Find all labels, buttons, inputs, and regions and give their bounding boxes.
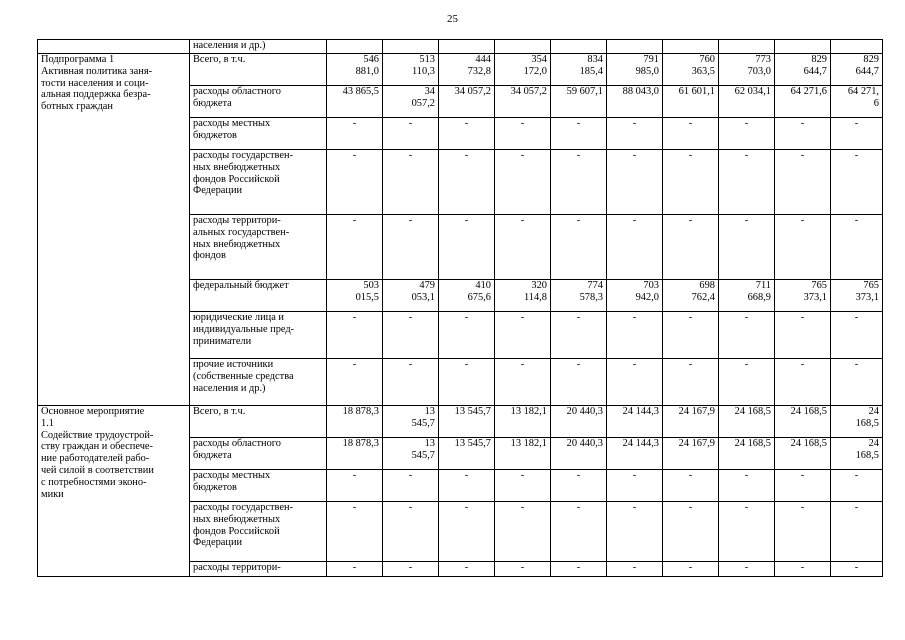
value-cell: -	[775, 150, 831, 215]
value-text: 172,0	[523, 65, 547, 77]
value-cell	[327, 438, 383, 470]
value-cell: -	[327, 502, 383, 562]
value-cell	[607, 86, 663, 118]
value-cell	[551, 280, 607, 312]
value-cell	[495, 86, 551, 118]
value-cell: -	[719, 359, 775, 406]
value-text: 774	[587, 280, 603, 291]
value-text: 762,4	[691, 291, 715, 303]
value-text: 62 034,1	[734, 86, 771, 97]
text-line: приниматели	[193, 335, 252, 347]
value-cell	[607, 438, 663, 470]
value-text: 644,7	[803, 65, 827, 77]
value-text: 24	[868, 406, 879, 417]
value-cell: -	[607, 118, 663, 150]
value-text: 34 057,2	[454, 86, 491, 97]
value-cell: -	[775, 562, 831, 577]
value-cell	[607, 406, 663, 438]
value-cell	[663, 280, 719, 312]
value-cell: -	[327, 312, 383, 359]
value-cell: -	[607, 470, 663, 502]
text-line: фондов	[193, 250, 226, 262]
funding-source-cell	[190, 312, 327, 359]
value-cell: -	[663, 502, 719, 562]
text-line: населения и др.)	[193, 382, 266, 394]
value-cell	[383, 406, 439, 438]
value-text: 698	[699, 280, 715, 291]
value-text: 513	[419, 54, 435, 65]
value-cell: -	[495, 215, 551, 280]
value-text: 765	[811, 280, 827, 291]
value-cell: -	[327, 470, 383, 502]
funding-source-cell	[190, 54, 327, 86]
value-cell: -	[383, 215, 439, 280]
funding-source-cell	[190, 150, 327, 215]
text-line: с потребностями эконо-	[41, 476, 147, 488]
value-cell: -	[439, 562, 495, 577]
value-text: 773	[755, 54, 771, 65]
text-line: Основное мероприятие	[41, 406, 145, 417]
value-text: 110,3	[412, 65, 435, 77]
value-cell: -	[327, 215, 383, 280]
funding-source-cell	[190, 40, 327, 54]
funding-source-cell	[190, 118, 327, 150]
value-cell	[831, 40, 883, 54]
value-cell	[495, 54, 551, 86]
text-line: Подпрограмма 1	[41, 54, 115, 65]
value-text: 24 168,5	[790, 406, 827, 417]
value-cell	[775, 40, 831, 54]
value-text: 732,8	[467, 65, 491, 77]
value-cell	[775, 86, 831, 118]
value-cell	[663, 40, 719, 54]
text-line: Активная политика заня-	[41, 65, 153, 77]
value-text: 13 182,1	[510, 438, 547, 449]
value-text: 24	[868, 438, 879, 449]
value-cell	[607, 54, 663, 86]
text-line: индивидуальные пред-	[193, 323, 295, 335]
value-text: 13	[424, 438, 435, 449]
value-text: 985,0	[635, 65, 659, 77]
value-cell	[719, 406, 775, 438]
budget-table	[37, 39, 883, 577]
text-line: бюджетов	[193, 481, 237, 493]
value-cell	[439, 40, 495, 54]
value-text: 545,7	[411, 449, 435, 461]
value-cell	[383, 438, 439, 470]
value-cell	[663, 438, 719, 470]
value-cell	[439, 54, 495, 86]
value-cell: -	[831, 215, 883, 280]
value-text: 6	[873, 97, 879, 109]
value-cell: -	[551, 470, 607, 502]
text-line: расходы государствен-	[193, 150, 294, 161]
text-line: юридические лица и	[193, 312, 284, 323]
value-cell: -	[831, 562, 883, 577]
value-text: 114,8	[524, 291, 547, 303]
value-cell	[831, 280, 883, 312]
value-cell: -	[439, 502, 495, 562]
value-cell: -	[831, 359, 883, 406]
text-line: расходы местных	[193, 118, 271, 129]
table-body	[38, 40, 883, 577]
value-text: 711	[755, 280, 771, 291]
text-line: расходы местных	[193, 470, 271, 481]
value-cell: -	[775, 470, 831, 502]
value-cell	[439, 406, 495, 438]
value-cell: -	[663, 562, 719, 577]
value-cell: -	[327, 150, 383, 215]
value-cell: -	[439, 215, 495, 280]
value-cell: -	[551, 150, 607, 215]
value-text: 43 865,5	[342, 86, 379, 97]
value-cell: -	[327, 118, 383, 150]
value-text: 503	[363, 280, 379, 291]
text-line: тости населения и соци-	[41, 77, 149, 89]
value-cell	[551, 54, 607, 86]
value-text: 057,2	[411, 97, 435, 109]
text-line: бюджета	[193, 97, 232, 109]
value-text: 61 601,1	[678, 86, 715, 97]
text-line: прочие источники	[193, 359, 274, 370]
value-cell	[775, 54, 831, 86]
value-cell: -	[383, 562, 439, 577]
value-cell: -	[831, 312, 883, 359]
text-line: фондов Российской	[193, 525, 280, 537]
value-text: 444	[475, 54, 491, 65]
value-cell	[663, 86, 719, 118]
value-cell: -	[719, 118, 775, 150]
value-cell: -	[383, 150, 439, 215]
value-cell	[719, 280, 775, 312]
value-cell	[831, 438, 883, 470]
table-row	[38, 406, 883, 438]
value-text: 546	[363, 54, 379, 65]
value-cell: -	[551, 118, 607, 150]
table-row	[38, 40, 883, 54]
value-cell: -	[775, 312, 831, 359]
value-cell: -	[551, 502, 607, 562]
program-name-cell	[38, 40, 190, 54]
value-text: 479	[419, 280, 435, 291]
value-text: 20 440,3	[566, 438, 603, 449]
value-cell: -	[551, 562, 607, 577]
value-cell: -	[719, 215, 775, 280]
value-cell	[495, 40, 551, 54]
value-cell	[495, 280, 551, 312]
value-cell	[775, 406, 831, 438]
value-cell: -	[775, 359, 831, 406]
program-name-cell	[38, 406, 190, 577]
value-text: 675,6	[467, 291, 491, 303]
text-line: ботных граждан	[41, 101, 113, 113]
funding-source-cell	[190, 215, 327, 280]
value-text: 13	[424, 406, 435, 417]
text-line: ние работодателей рабо-	[41, 453, 150, 465]
value-text: 24 167,9	[678, 438, 715, 449]
text-line: расходы территори-	[193, 215, 281, 226]
text-line: ных внебюджетных	[193, 161, 281, 173]
value-cell: -	[607, 502, 663, 562]
value-text: 64 271,6	[790, 86, 827, 97]
value-cell: -	[663, 215, 719, 280]
value-cell: -	[775, 502, 831, 562]
page-number: 25	[447, 13, 458, 25]
value-text: 829	[863, 54, 879, 65]
text-line: ству граждан и обеспече-	[41, 441, 153, 453]
value-text: 168,5	[855, 417, 879, 429]
value-cell: -	[663, 150, 719, 215]
value-cell: -	[495, 359, 551, 406]
value-cell	[439, 438, 495, 470]
value-cell: -	[495, 562, 551, 577]
value-cell: -	[551, 312, 607, 359]
funding-source-cell	[190, 438, 327, 470]
value-cell	[327, 54, 383, 86]
text-line: Всего, в т.ч.	[193, 54, 246, 65]
value-text: 644,7	[855, 65, 879, 77]
value-cell	[383, 86, 439, 118]
value-cell	[495, 438, 551, 470]
value-cell: -	[719, 150, 775, 215]
value-cell: -	[383, 312, 439, 359]
value-cell	[831, 54, 883, 86]
value-cell	[831, 86, 883, 118]
text-line: расходы государствен-	[193, 502, 294, 513]
value-text: 015,5	[355, 291, 379, 303]
value-cell: -	[607, 150, 663, 215]
value-cell	[831, 406, 883, 438]
value-text: 703,0	[747, 65, 771, 77]
value-cell	[719, 438, 775, 470]
value-cell	[551, 438, 607, 470]
value-cell: -	[831, 118, 883, 150]
value-text: 88 043,0	[622, 86, 659, 97]
value-text: 20 440,3	[566, 406, 603, 417]
funding-source-cell	[190, 86, 327, 118]
text-line: расходы территори-	[193, 562, 281, 573]
text-line: ных внебюджетных	[193, 513, 281, 525]
text-line: альных государствен-	[193, 226, 290, 238]
value-text: 24 144,3	[622, 438, 659, 449]
value-cell	[663, 54, 719, 86]
value-cell: -	[327, 562, 383, 577]
text-line: бюджетов	[193, 129, 237, 141]
value-text: 24 168,5	[790, 438, 827, 449]
value-cell: -	[663, 118, 719, 150]
value-cell	[383, 280, 439, 312]
value-cell: -	[495, 312, 551, 359]
value-cell	[775, 438, 831, 470]
value-cell	[439, 280, 495, 312]
value-cell: -	[383, 118, 439, 150]
value-cell: -	[495, 470, 551, 502]
value-cell: -	[663, 359, 719, 406]
value-text: 24 144,3	[622, 406, 659, 417]
value-text: 354	[531, 54, 547, 65]
funding-source-cell	[190, 562, 327, 577]
value-cell	[551, 86, 607, 118]
value-cell: -	[831, 502, 883, 562]
text-line: Федерации	[193, 537, 243, 549]
value-text: 13 545,7	[454, 406, 491, 417]
value-text: 881,0	[355, 65, 379, 77]
value-text: 320	[531, 280, 547, 291]
value-text: 545,7	[411, 417, 435, 429]
value-text: 64 271,	[847, 86, 879, 97]
value-cell: -	[383, 470, 439, 502]
value-text: 760	[699, 54, 715, 65]
value-cell: -	[775, 118, 831, 150]
value-text: 410	[475, 280, 491, 291]
value-cell: -	[607, 215, 663, 280]
value-cell	[719, 54, 775, 86]
value-cell: -	[663, 470, 719, 502]
value-cell	[607, 40, 663, 54]
value-cell: -	[439, 359, 495, 406]
text-line: чей силой в соответствии	[41, 464, 154, 476]
value-cell	[327, 280, 383, 312]
text-line: мики	[41, 488, 64, 500]
value-cell	[719, 40, 775, 54]
value-cell: -	[495, 150, 551, 215]
value-cell	[327, 86, 383, 118]
value-text: 34	[424, 86, 435, 97]
text-line: ных внебюджетных	[193, 238, 281, 250]
funding-source-cell	[190, 502, 327, 562]
value-text: 578,3	[579, 291, 603, 303]
value-cell: -	[719, 502, 775, 562]
funding-source-cell	[190, 470, 327, 502]
text-line: фондов Российской	[193, 173, 280, 185]
value-cell: -	[439, 150, 495, 215]
text-line: Федерации	[193, 185, 243, 197]
value-text: 373,1	[803, 291, 827, 303]
value-cell	[439, 86, 495, 118]
value-text: 13 545,7	[454, 438, 491, 449]
value-cell: -	[663, 312, 719, 359]
text-line: расходы областного	[193, 86, 281, 97]
value-text: 373,1	[855, 291, 879, 303]
text-line: Всего, в т.ч.	[193, 406, 246, 417]
value-text: 24 167,9	[678, 406, 715, 417]
value-cell: -	[719, 562, 775, 577]
value-text: 053,1	[411, 291, 435, 303]
value-text: 59 607,1	[566, 86, 603, 97]
value-text: 791	[643, 54, 659, 65]
value-cell	[383, 54, 439, 86]
value-text: 24 168,5	[734, 406, 771, 417]
value-text: 185,4	[579, 65, 603, 77]
funding-source-cell	[190, 406, 327, 438]
value-cell: -	[495, 118, 551, 150]
value-cell	[327, 40, 383, 54]
text-line: бюджета	[193, 449, 232, 461]
text-line: (собственные средства	[193, 370, 294, 382]
funding-source-cell	[190, 280, 327, 312]
value-cell: -	[439, 312, 495, 359]
value-cell	[663, 406, 719, 438]
value-cell: -	[607, 359, 663, 406]
value-cell: -	[607, 312, 663, 359]
value-text: 765	[863, 280, 879, 291]
value-cell	[551, 40, 607, 54]
text-line: федеральный бюджет	[193, 280, 289, 291]
text-line: расходы областного	[193, 438, 281, 449]
text-line: альная поддержка безра-	[41, 89, 151, 101]
value-cell: -	[439, 470, 495, 502]
value-cell	[775, 280, 831, 312]
funding-source-cell	[190, 359, 327, 406]
value-text: 829	[811, 54, 827, 65]
value-cell: -	[551, 215, 607, 280]
value-cell	[719, 86, 775, 118]
value-cell: -	[383, 502, 439, 562]
value-text: 18 878,3	[342, 438, 379, 449]
value-text: 24 168,5	[734, 438, 771, 449]
program-name-cell	[38, 54, 190, 406]
value-cell: -	[831, 150, 883, 215]
text-line: населения и др.)	[193, 40, 266, 51]
value-text: 34 057,2	[510, 86, 547, 97]
value-text: 168,5	[855, 449, 879, 461]
value-cell: -	[383, 359, 439, 406]
value-text: 942,0	[635, 291, 659, 303]
value-cell: -	[327, 359, 383, 406]
value-text: 363,5	[691, 65, 715, 77]
value-cell: -	[551, 359, 607, 406]
table-row	[38, 54, 883, 86]
value-cell	[327, 406, 383, 438]
value-cell: -	[831, 470, 883, 502]
value-cell: -	[495, 502, 551, 562]
value-cell	[551, 406, 607, 438]
value-cell	[607, 280, 663, 312]
text-line: 1.1	[41, 417, 54, 429]
value-text: 18 878,3	[342, 406, 379, 417]
text-line: Содействие трудоустрой-	[41, 429, 154, 441]
value-cell: -	[719, 312, 775, 359]
value-text: 668,9	[747, 291, 771, 303]
value-cell: -	[775, 215, 831, 280]
value-text: 703	[643, 280, 659, 291]
value-cell: -	[439, 118, 495, 150]
value-cell: -	[719, 470, 775, 502]
value-cell: -	[607, 562, 663, 577]
value-cell	[495, 406, 551, 438]
value-cell	[383, 40, 439, 54]
value-text: 13 182,1	[510, 406, 547, 417]
value-text: 834	[587, 54, 603, 65]
